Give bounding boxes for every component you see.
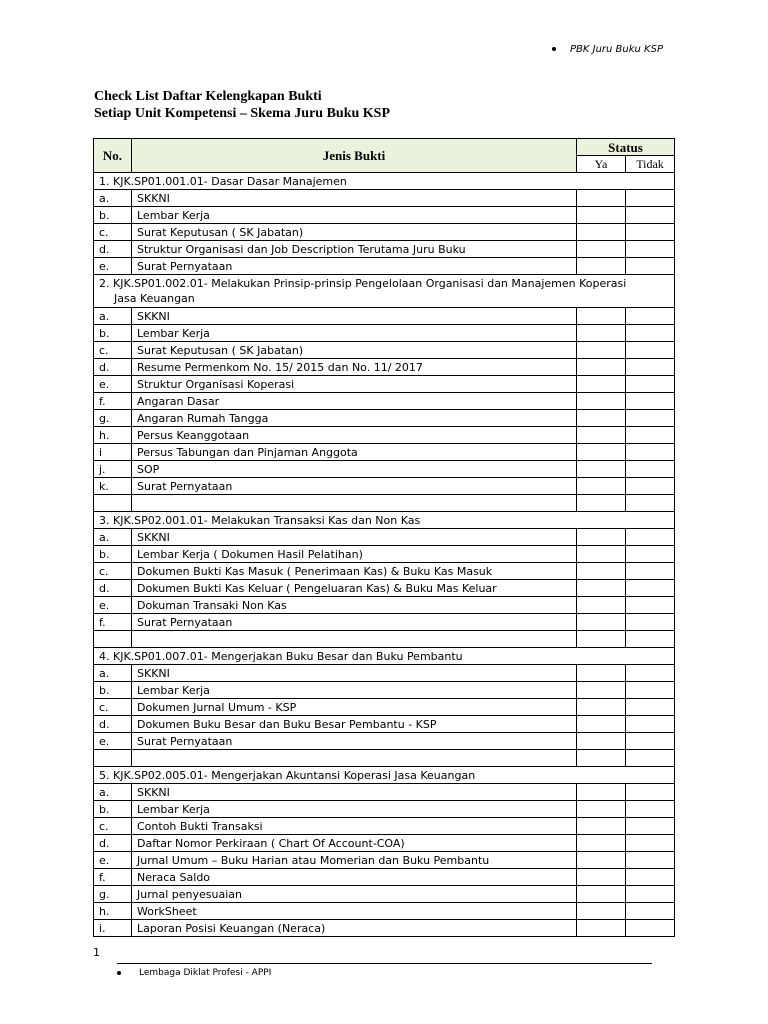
blank-cell	[94, 495, 132, 512]
status-tidak-cell[interactable]	[626, 393, 675, 410]
item-label: Dokuman Transaki Non Kas	[132, 597, 577, 614]
table-row	[94, 376, 675, 393]
status-ya-cell[interactable]	[577, 733, 626, 750]
table-row	[94, 207, 675, 224]
table-row	[94, 614, 675, 631]
status-tidak-cell[interactable]	[626, 665, 675, 682]
table-row	[94, 682, 675, 699]
section-title	[94, 275, 675, 308]
header-tidak: Tidak	[626, 156, 675, 173]
item-number: k.	[94, 478, 132, 495]
item-number: h.	[94, 903, 132, 920]
table-row	[94, 359, 675, 376]
item-label: Neraca Saldo	[132, 869, 577, 886]
item-label: Persus Tabungan dan Pinjaman Anggota	[132, 444, 577, 461]
item-number: a.	[94, 665, 132, 682]
item-label: Surat Pernyataan	[132, 614, 577, 631]
status-ya-cell[interactable]	[577, 241, 626, 258]
item-number: b.	[94, 682, 132, 699]
item-number: c.	[94, 224, 132, 241]
status-ya-cell[interactable]	[577, 852, 626, 869]
title-line-2: Setiap Unit Kompetensi – Skema Juru Buku KSP	[94, 106, 390, 121]
table-row	[94, 546, 675, 563]
item-label: Lembar Kerja ( Dokumen Hasil Pelatihan)	[132, 546, 577, 563]
status-ya-cell[interactable]	[577, 818, 626, 835]
section-row	[94, 648, 675, 665]
section-row	[94, 275, 675, 308]
status-tidak-cell[interactable]	[626, 342, 675, 359]
blank-cell	[94, 750, 132, 767]
item-label: SKKNI	[132, 308, 577, 325]
table-row	[94, 818, 675, 835]
table-row	[94, 461, 675, 478]
status-ya-cell[interactable]	[577, 190, 626, 207]
item-label: Angaran Rumah Tangga	[132, 410, 577, 427]
item-label: Lembar Kerja	[132, 207, 577, 224]
footer-divider	[117, 963, 652, 964]
section-title-continuation: Jasa Keuangan	[114, 292, 195, 305]
table-row	[94, 258, 675, 275]
table-row	[94, 852, 675, 869]
blank-cell	[94, 631, 132, 648]
status-tidak-cell[interactable]	[626, 308, 675, 325]
section-row	[94, 173, 675, 190]
status-ya-cell[interactable]	[577, 699, 626, 716]
item-number: b.	[94, 325, 132, 342]
item-label: Jurnal Umum – Buku Harian atau Momerian dan Buku Pembantu	[132, 852, 577, 869]
blank-cell[interactable]	[626, 631, 675, 648]
bullet-icon	[117, 971, 121, 975]
item-number: f.	[94, 869, 132, 886]
status-ya-cell[interactable]	[577, 342, 626, 359]
section-row	[94, 512, 675, 529]
item-number: a.	[94, 308, 132, 325]
item-number: h.	[94, 427, 132, 444]
table-row	[94, 325, 675, 342]
status-tidak-cell[interactable]	[626, 682, 675, 699]
status-ya-cell[interactable]	[577, 580, 626, 597]
item-number: d.	[94, 241, 132, 258]
table-row	[94, 393, 675, 410]
status-ya-cell[interactable]	[577, 410, 626, 427]
item-label: Surat Keputusan ( SK Jabatan)	[132, 342, 577, 359]
item-number: c.	[94, 699, 132, 716]
section-title-text: 5. KJK.SP02.005.01- Mengerjakan Akuntansi Koperasi Jasa Keuangan	[99, 768, 476, 782]
blank-cell[interactable]	[626, 750, 675, 767]
header-note-text: PBK Juru Buku KSP	[570, 44, 663, 55]
table-row	[94, 224, 675, 241]
status-tidak-cell[interactable]	[626, 546, 675, 563]
item-label: Struktur Organisasi dan Job Description Terutama Juru Buku	[132, 241, 577, 258]
item-number: i	[94, 444, 132, 461]
status-tidak-cell[interactable]	[626, 852, 675, 869]
document-title	[94, 88, 390, 122]
table-row	[94, 733, 675, 750]
table-row	[94, 920, 675, 937]
checklist-body	[94, 173, 675, 937]
page-header	[552, 44, 663, 55]
section-title-text: 1. KJK.SP01.001.01- Dasar Dasar Manajemen	[99, 174, 347, 188]
status-tidak-cell[interactable]	[626, 733, 675, 750]
item-label: Persus Keanggotaan	[132, 427, 577, 444]
item-label: Resume Permenkom No. 15/ 2015 dan No. 11/ 2017	[132, 359, 577, 376]
status-tidak-cell[interactable]	[626, 241, 675, 258]
header-status: Status	[577, 139, 675, 156]
status-tidak-cell[interactable]	[626, 461, 675, 478]
status-ya-cell[interactable]	[577, 614, 626, 631]
status-ya-cell[interactable]	[577, 207, 626, 224]
status-tidak-cell[interactable]	[626, 207, 675, 224]
blank-row	[94, 631, 675, 648]
section-row	[94, 767, 675, 784]
status-tidak-cell[interactable]	[626, 224, 675, 241]
item-label: Dokumen Jurnal Umum - KSP	[132, 699, 577, 716]
table-row	[94, 665, 675, 682]
status-tidak-cell[interactable]	[626, 818, 675, 835]
status-ya-cell[interactable]	[577, 461, 626, 478]
status-tidak-cell[interactable]	[626, 563, 675, 580]
status-ya-cell[interactable]	[577, 258, 626, 275]
status-ya-cell[interactable]	[577, 308, 626, 325]
status-tidak-cell[interactable]	[626, 359, 675, 376]
blank-cell[interactable]	[626, 495, 675, 512]
status-ya-cell[interactable]	[577, 716, 626, 733]
status-tidak-cell[interactable]	[626, 529, 675, 546]
section-title-text: 3. KJK.SP02.001.01- Melakukan Transaksi Kas dan Non Kas	[99, 513, 421, 527]
status-ya-cell[interactable]	[577, 784, 626, 801]
table-row	[94, 410, 675, 427]
item-label: Lembar Kerja	[132, 325, 577, 342]
table-row	[94, 308, 675, 325]
table-row	[94, 190, 675, 207]
table-row	[94, 835, 675, 852]
status-tidak-cell[interactable]	[626, 903, 675, 920]
table-row	[94, 444, 675, 461]
status-tidak-cell[interactable]	[626, 376, 675, 393]
item-number: j.	[94, 461, 132, 478]
item-number: a.	[94, 529, 132, 546]
status-tidak-cell[interactable]	[626, 325, 675, 342]
table-row	[94, 563, 675, 580]
table-row	[94, 903, 675, 920]
item-number: g.	[94, 886, 132, 903]
status-tidak-cell[interactable]	[626, 869, 675, 886]
section-title	[94, 512, 675, 529]
blank-row	[94, 495, 675, 512]
status-ya-cell[interactable]	[577, 478, 626, 495]
status-ya-cell[interactable]	[577, 682, 626, 699]
status-ya-cell[interactable]	[577, 563, 626, 580]
page-number: 1	[93, 946, 100, 959]
header-jenis-bukti: Jenis Bukti	[132, 139, 577, 173]
header-no: No.	[94, 139, 132, 173]
item-number: c.	[94, 563, 132, 580]
item-number: g.	[94, 410, 132, 427]
status-ya-cell[interactable]	[577, 665, 626, 682]
status-tidak-cell[interactable]	[626, 716, 675, 733]
status-tidak-cell[interactable]	[626, 886, 675, 903]
status-tidak-cell[interactable]	[626, 410, 675, 427]
status-tidak-cell[interactable]	[626, 920, 675, 937]
item-number: f.	[94, 393, 132, 410]
status-ya-cell[interactable]	[577, 376, 626, 393]
item-label: SKKNI	[132, 190, 577, 207]
item-number: e.	[94, 733, 132, 750]
table-row	[94, 886, 675, 903]
item-number: a.	[94, 190, 132, 207]
item-label: Jurnal penyesuaian	[132, 886, 577, 903]
blank-cell[interactable]	[577, 495, 626, 512]
table-row	[94, 801, 675, 818]
header-ya: Ya	[577, 156, 626, 173]
status-tidak-cell[interactable]	[626, 784, 675, 801]
section-title-text: 2. KJK.SP01.002.01- Melakukan Prinsip-prinsip Pengelolaan Organisasi dan Manajemen Koperasi	[99, 277, 627, 290]
blank-row	[94, 750, 675, 767]
table-row	[94, 784, 675, 801]
item-label: Dokumen Bukti Kas Keluar ( Pengeluaran Kas) & Buku Mas Keluar	[132, 580, 577, 597]
item-number: c.	[94, 342, 132, 359]
item-number: d.	[94, 835, 132, 852]
table-row	[94, 241, 675, 258]
status-tidak-cell[interactable]	[626, 835, 675, 852]
item-number: b.	[94, 801, 132, 818]
section-title	[94, 648, 675, 665]
status-tidak-cell[interactable]	[626, 597, 675, 614]
item-number: d.	[94, 716, 132, 733]
item-number: a.	[94, 784, 132, 801]
item-label: Contoh Bukti Transaksi	[132, 818, 577, 835]
item-number: e.	[94, 597, 132, 614]
status-ya-cell[interactable]	[577, 597, 626, 614]
table-row	[94, 716, 675, 733]
item-number: d.	[94, 359, 132, 376]
status-ya-cell[interactable]	[577, 546, 626, 563]
status-ya-cell[interactable]	[577, 359, 626, 376]
status-ya-cell[interactable]	[577, 835, 626, 852]
item-number: i.	[94, 920, 132, 937]
table-row	[94, 580, 675, 597]
table-row	[94, 342, 675, 359]
blank-cell[interactable]	[577, 750, 626, 767]
status-ya-cell[interactable]	[577, 444, 626, 461]
table-row	[94, 869, 675, 886]
bullet-icon	[552, 47, 556, 51]
page-footer	[117, 968, 271, 978]
item-number: b.	[94, 207, 132, 224]
table-row	[94, 699, 675, 716]
status-tidak-cell[interactable]	[626, 580, 675, 597]
item-label: Daftar Nomor Perkiraan ( Chart Of Account-COA)	[132, 835, 577, 852]
item-label: Lembar Kerja	[132, 801, 577, 818]
section-title-text: 4. KJK.SP01.007.01- Mengerjakan Buku Besar dan Buku Pembantu	[99, 649, 463, 663]
status-tidak-cell[interactable]	[626, 258, 675, 275]
item-number: c.	[94, 818, 132, 835]
item-label: Lembar Kerja	[132, 682, 577, 699]
item-number: e.	[94, 258, 132, 275]
item-number: b.	[94, 546, 132, 563]
status-ya-cell[interactable]	[577, 869, 626, 886]
status-ya-cell[interactable]	[577, 393, 626, 410]
item-number: d.	[94, 580, 132, 597]
status-tidak-cell[interactable]	[626, 190, 675, 207]
blank-cell	[132, 750, 577, 767]
status-tidak-cell[interactable]	[626, 444, 675, 461]
title-line-1: Check List Daftar Kelengkapan Bukti	[94, 89, 322, 104]
status-tidak-cell[interactable]	[626, 478, 675, 495]
blank-cell	[132, 631, 577, 648]
table-row	[94, 478, 675, 495]
item-label: SKKNI	[132, 529, 577, 546]
checklist-table	[93, 138, 675, 937]
blank-cell	[132, 495, 577, 512]
status-tidak-cell[interactable]	[626, 801, 675, 818]
item-label: SOP	[132, 461, 577, 478]
status-ya-cell[interactable]	[577, 886, 626, 903]
item-label: Dokumen Bukti Kas Masuk ( Penerimaan Kas) & Buku Kas Masuk	[132, 563, 577, 580]
item-label: Surat Pernyataan	[132, 733, 577, 750]
status-tidak-cell[interactable]	[626, 614, 675, 631]
item-label: Surat Pernyataan	[132, 258, 577, 275]
status-ya-cell[interactable]	[577, 427, 626, 444]
item-number: f.	[94, 614, 132, 631]
status-ya-cell[interactable]	[577, 801, 626, 818]
item-label: WorkSheet	[132, 903, 577, 920]
status-ya-cell[interactable]	[577, 920, 626, 937]
blank-cell[interactable]	[577, 631, 626, 648]
table-row	[94, 529, 675, 546]
status-tidak-cell[interactable]	[626, 699, 675, 716]
status-ya-cell[interactable]	[577, 903, 626, 920]
table-row	[94, 597, 675, 614]
status-ya-cell[interactable]	[577, 224, 626, 241]
item-label: Dokumen Buku Besar dan Buku Besar Pembantu - KSP	[132, 716, 577, 733]
status-ya-cell[interactable]	[577, 529, 626, 546]
section-title	[94, 767, 675, 784]
item-label: Struktur Organisasi Koperasi	[132, 376, 577, 393]
item-label: Surat Keputusan ( SK Jabatan)	[132, 224, 577, 241]
item-number: e.	[94, 376, 132, 393]
section-title	[94, 173, 675, 190]
status-ya-cell[interactable]	[577, 325, 626, 342]
item-label: Angaran Dasar	[132, 393, 577, 410]
footer-note-text: Lembaga Diklat Profesi - APPI	[139, 968, 272, 978]
item-label: Surat Pernyataan	[132, 478, 577, 495]
item-label: Laporan Posisi Keuangan (Neraca)	[132, 920, 577, 937]
item-label: SKKNI	[132, 665, 577, 682]
item-label: SKKNI	[132, 784, 577, 801]
table-row	[94, 427, 675, 444]
item-number: e.	[94, 852, 132, 869]
status-tidak-cell[interactable]	[626, 427, 675, 444]
